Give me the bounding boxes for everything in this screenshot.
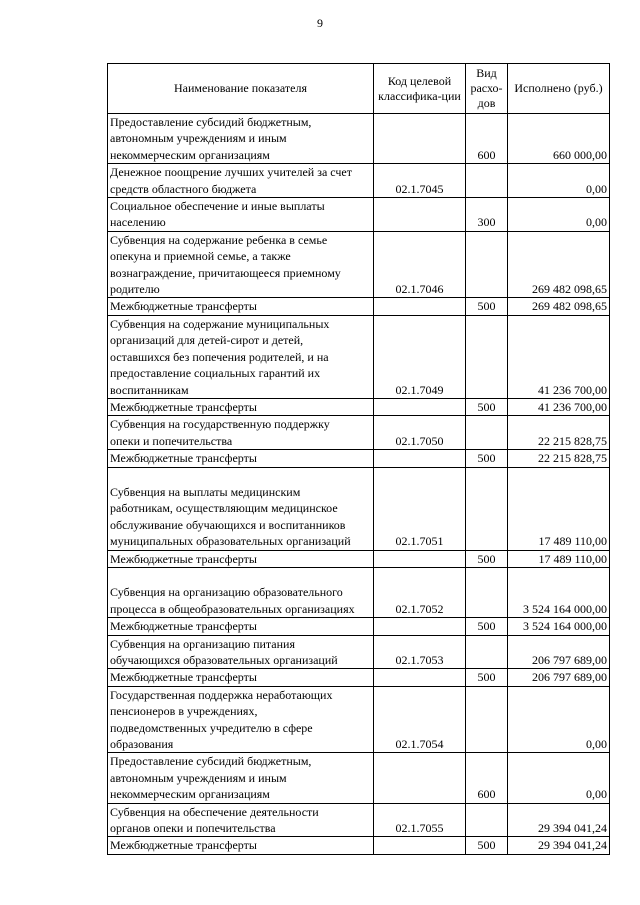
classification-code-cell: 02.1.7051 (374, 467, 466, 550)
indicator-name-cell (108, 618, 374, 635)
executed-amount-cell: 0,00 (508, 686, 610, 753)
expense-type-cell (466, 686, 508, 753)
executed-amount-cell: 660 000,00 (508, 114, 610, 164)
executed-amount-cell: 29 394 041,24 (508, 803, 610, 837)
classification-code-cell: 02.1.7050 (374, 416, 466, 450)
table-row (108, 298, 610, 315)
classification-code-cell: 02.1.7046 (374, 231, 466, 298)
budget-table (107, 63, 610, 855)
classification-code-cell (374, 669, 466, 686)
table-row (108, 416, 610, 450)
expense-type-cell (466, 231, 508, 298)
expense-type-cell (466, 416, 508, 450)
classification-code-cell: 02.1.7054 (374, 686, 466, 753)
table-header-row (108, 64, 610, 114)
expense-type-cell (466, 635, 508, 669)
header-type: Вид расхо-дов (466, 64, 508, 114)
indicator-name-line: Межбюджетные трансферты (110, 838, 257, 853)
indicator-name-line: Межбюджетные трансферты (110, 670, 257, 685)
header-amount: Исполнено (руб.) (508, 64, 610, 114)
table-row (108, 315, 610, 398)
table-row (108, 803, 610, 837)
indicator-name-cell (108, 467, 374, 550)
classification-code-cell (374, 837, 466, 854)
classification-code-cell (374, 114, 466, 164)
classification-code-cell: 02.1.7055 (374, 803, 466, 837)
expense-type-cell: 500 (466, 618, 508, 635)
expense-type-cell: 500 (466, 398, 508, 415)
expense-type-cell: 500 (466, 837, 508, 854)
indicator-name-line: Субвенция на обеспечение деятельности (110, 804, 319, 819)
indicator-name-line: образования (110, 737, 174, 752)
indicator-name-line: автономным учреждениям и иным (110, 770, 287, 785)
indicator-name-cell (108, 416, 374, 450)
indicator-name-line: процесса в общеобразовательных организациях (110, 601, 355, 616)
indicator-name-cell (108, 450, 374, 467)
indicator-name-cell (108, 398, 374, 415)
classification-code-cell (374, 398, 466, 415)
indicator-name-line: Предоставление субсидий бюджетным, (110, 754, 312, 769)
indicator-name-line: оставшихся без попечения родителей, и на (110, 349, 329, 364)
indicator-name-line: Межбюджетные трансферты (110, 299, 257, 314)
indicator-name-line: Межбюджетные трансферты (110, 399, 257, 414)
expense-type-cell (466, 467, 508, 550)
table-row (108, 467, 610, 550)
classification-code-cell: 02.1.7049 (374, 315, 466, 398)
indicator-name-line: предоставление социальных гарантий их (110, 366, 321, 381)
indicator-name-line: Социальное обеспечение и иные выплаты (110, 199, 325, 214)
classification-code-cell (374, 550, 466, 567)
executed-amount-cell: 206 797 689,00 (508, 635, 610, 669)
indicator-name-line: Государственная поддержка неработающих (110, 687, 333, 702)
table-row (108, 618, 610, 635)
indicator-name-line: Предоставление субсидий бюджетным, (110, 115, 312, 129)
indicator-name-cell (108, 114, 374, 164)
indicator-name-line: обучающихся образовательных организаций (110, 653, 338, 667)
indicator-name-line: опекуна и приемной семье, а также (110, 249, 291, 264)
indicator-name-cell (108, 198, 374, 232)
indicator-name-line: подведомственных учредителю в сфере (110, 720, 313, 735)
executed-amount-cell: 41 236 700,00 (508, 315, 610, 398)
indicator-name-line: некоммерческим организациям (110, 787, 270, 802)
page-number: 9 (317, 16, 323, 30)
indicator-name-line: некоммерческим организациям (110, 147, 270, 162)
indicator-name-line: средств областного бюджета (110, 181, 257, 196)
executed-amount-cell: 3 524 164 000,00 (508, 618, 610, 635)
executed-amount-cell: 0,00 (508, 164, 610, 198)
expense-type-cell: 600 (466, 114, 508, 164)
expense-type-cell: 500 (466, 669, 508, 686)
classification-code-cell (374, 753, 466, 803)
expense-type-cell: 500 (466, 550, 508, 567)
indicator-name-cell (108, 803, 374, 837)
expense-type-cell (466, 803, 508, 837)
expense-type-cell: 300 (466, 198, 508, 232)
indicator-name-cell (108, 550, 374, 567)
indicator-name-cell (108, 635, 374, 669)
expense-type-cell (466, 164, 508, 198)
indicator-name-line: Межбюджетные трансферты (110, 451, 257, 466)
indicator-name-cell (108, 164, 374, 198)
table-row (108, 550, 610, 567)
table-row (108, 231, 610, 298)
indicator-name-line: Межбюджетные трансферты (110, 551, 257, 566)
expense-type-cell (466, 315, 508, 398)
indicator-name-line: работникам, осуществляющим медицинское (110, 501, 338, 516)
indicator-name-line: Субвенция на государственную поддержку (110, 417, 330, 432)
indicator-name-line: пенсионеров в учреждениях, (110, 704, 258, 719)
indicator-name-line (110, 568, 371, 584)
indicator-name-line: опеки и попечительства (110, 433, 233, 448)
indicator-name-line: органов опеки и попечительства (110, 821, 276, 836)
classification-code-cell: 02.1.7052 (374, 567, 466, 617)
indicator-name-line: Субвенция на содержание муниципальных (110, 316, 330, 331)
indicator-name-line: Субвенция на организацию питания (110, 636, 295, 651)
indicator-name-line: обслуживание обучающихся и воспитанников (110, 517, 346, 532)
table-body (108, 114, 610, 855)
executed-amount-cell: 17 489 110,00 (508, 550, 610, 567)
table-row (108, 198, 610, 232)
executed-amount-cell: 3 524 164 000,00 (508, 567, 610, 617)
table-row (108, 837, 610, 854)
table-row (108, 635, 610, 669)
executed-amount-cell: 0,00 (508, 198, 610, 232)
table-row (108, 567, 610, 617)
indicator-name-line: воспитанникам (110, 382, 189, 397)
indicator-name-cell (108, 315, 374, 398)
table-row (108, 753, 610, 803)
executed-amount-cell: 269 482 098,65 (508, 231, 610, 298)
indicator-name-line (110, 468, 371, 484)
table-row (108, 686, 610, 753)
indicator-name-line: Межбюджетные трансферты (110, 619, 257, 634)
executed-amount-cell: 29 394 041,24 (508, 837, 610, 854)
classification-code-cell: 02.1.7045 (374, 164, 466, 198)
indicator-name-cell (108, 753, 374, 803)
indicator-name-line: муниципальных образовательных организаций (110, 534, 351, 549)
expense-type-cell: 500 (466, 450, 508, 467)
indicator-name-line: вознаграждение, причитающееся приемному (110, 265, 341, 280)
indicator-name-line: Денежное поощрение лучших учителей за счет (110, 165, 352, 180)
executed-amount-cell: 0,00 (508, 753, 610, 803)
indicator-name-cell (108, 669, 374, 686)
indicator-name-cell (108, 837, 374, 854)
classification-code-cell (374, 450, 466, 467)
executed-amount-cell: 206 797 689,00 (508, 669, 610, 686)
indicator-name-line: Субвенция на выплаты медицинским (110, 484, 301, 499)
indicator-name-line: Субвенция на организацию образовательного (110, 585, 343, 600)
table-row (108, 450, 610, 467)
indicator-name-cell (108, 567, 374, 617)
indicator-name-line: родителю (110, 282, 160, 297)
expense-type-cell: 500 (466, 298, 508, 315)
indicator-name-line: Субвенция на содержание ребенка в семье (110, 232, 328, 247)
executed-amount-cell: 22 215 828,75 (508, 450, 610, 467)
table-row (108, 398, 610, 415)
classification-code-cell (374, 618, 466, 635)
indicator-name-line: организаций для детей-сирот и детей, (110, 333, 304, 348)
executed-amount-cell: 22 215 828,75 (508, 416, 610, 450)
executed-amount-cell: 41 236 700,00 (508, 398, 610, 415)
indicator-name-cell (108, 231, 374, 298)
indicator-name-line: населению (110, 215, 166, 230)
table-row (108, 164, 610, 198)
executed-amount-cell: 269 482 098,65 (508, 298, 610, 315)
table-row (108, 114, 610, 164)
indicator-name-cell (108, 298, 374, 315)
header-code: Код целевой классифика-ции (374, 64, 466, 114)
executed-amount-cell: 17 489 110,00 (508, 467, 610, 550)
header-name: Наименование показателя (108, 64, 374, 114)
classification-code-cell (374, 198, 466, 232)
indicator-name-line: автономным учреждениям и иным (110, 131, 287, 146)
expense-type-cell: 600 (466, 753, 508, 803)
table-row (108, 669, 610, 686)
indicator-name-cell (108, 686, 374, 753)
classification-code-cell: 02.1.7053 (374, 635, 466, 669)
expense-type-cell (466, 567, 508, 617)
classification-code-cell (374, 298, 466, 315)
